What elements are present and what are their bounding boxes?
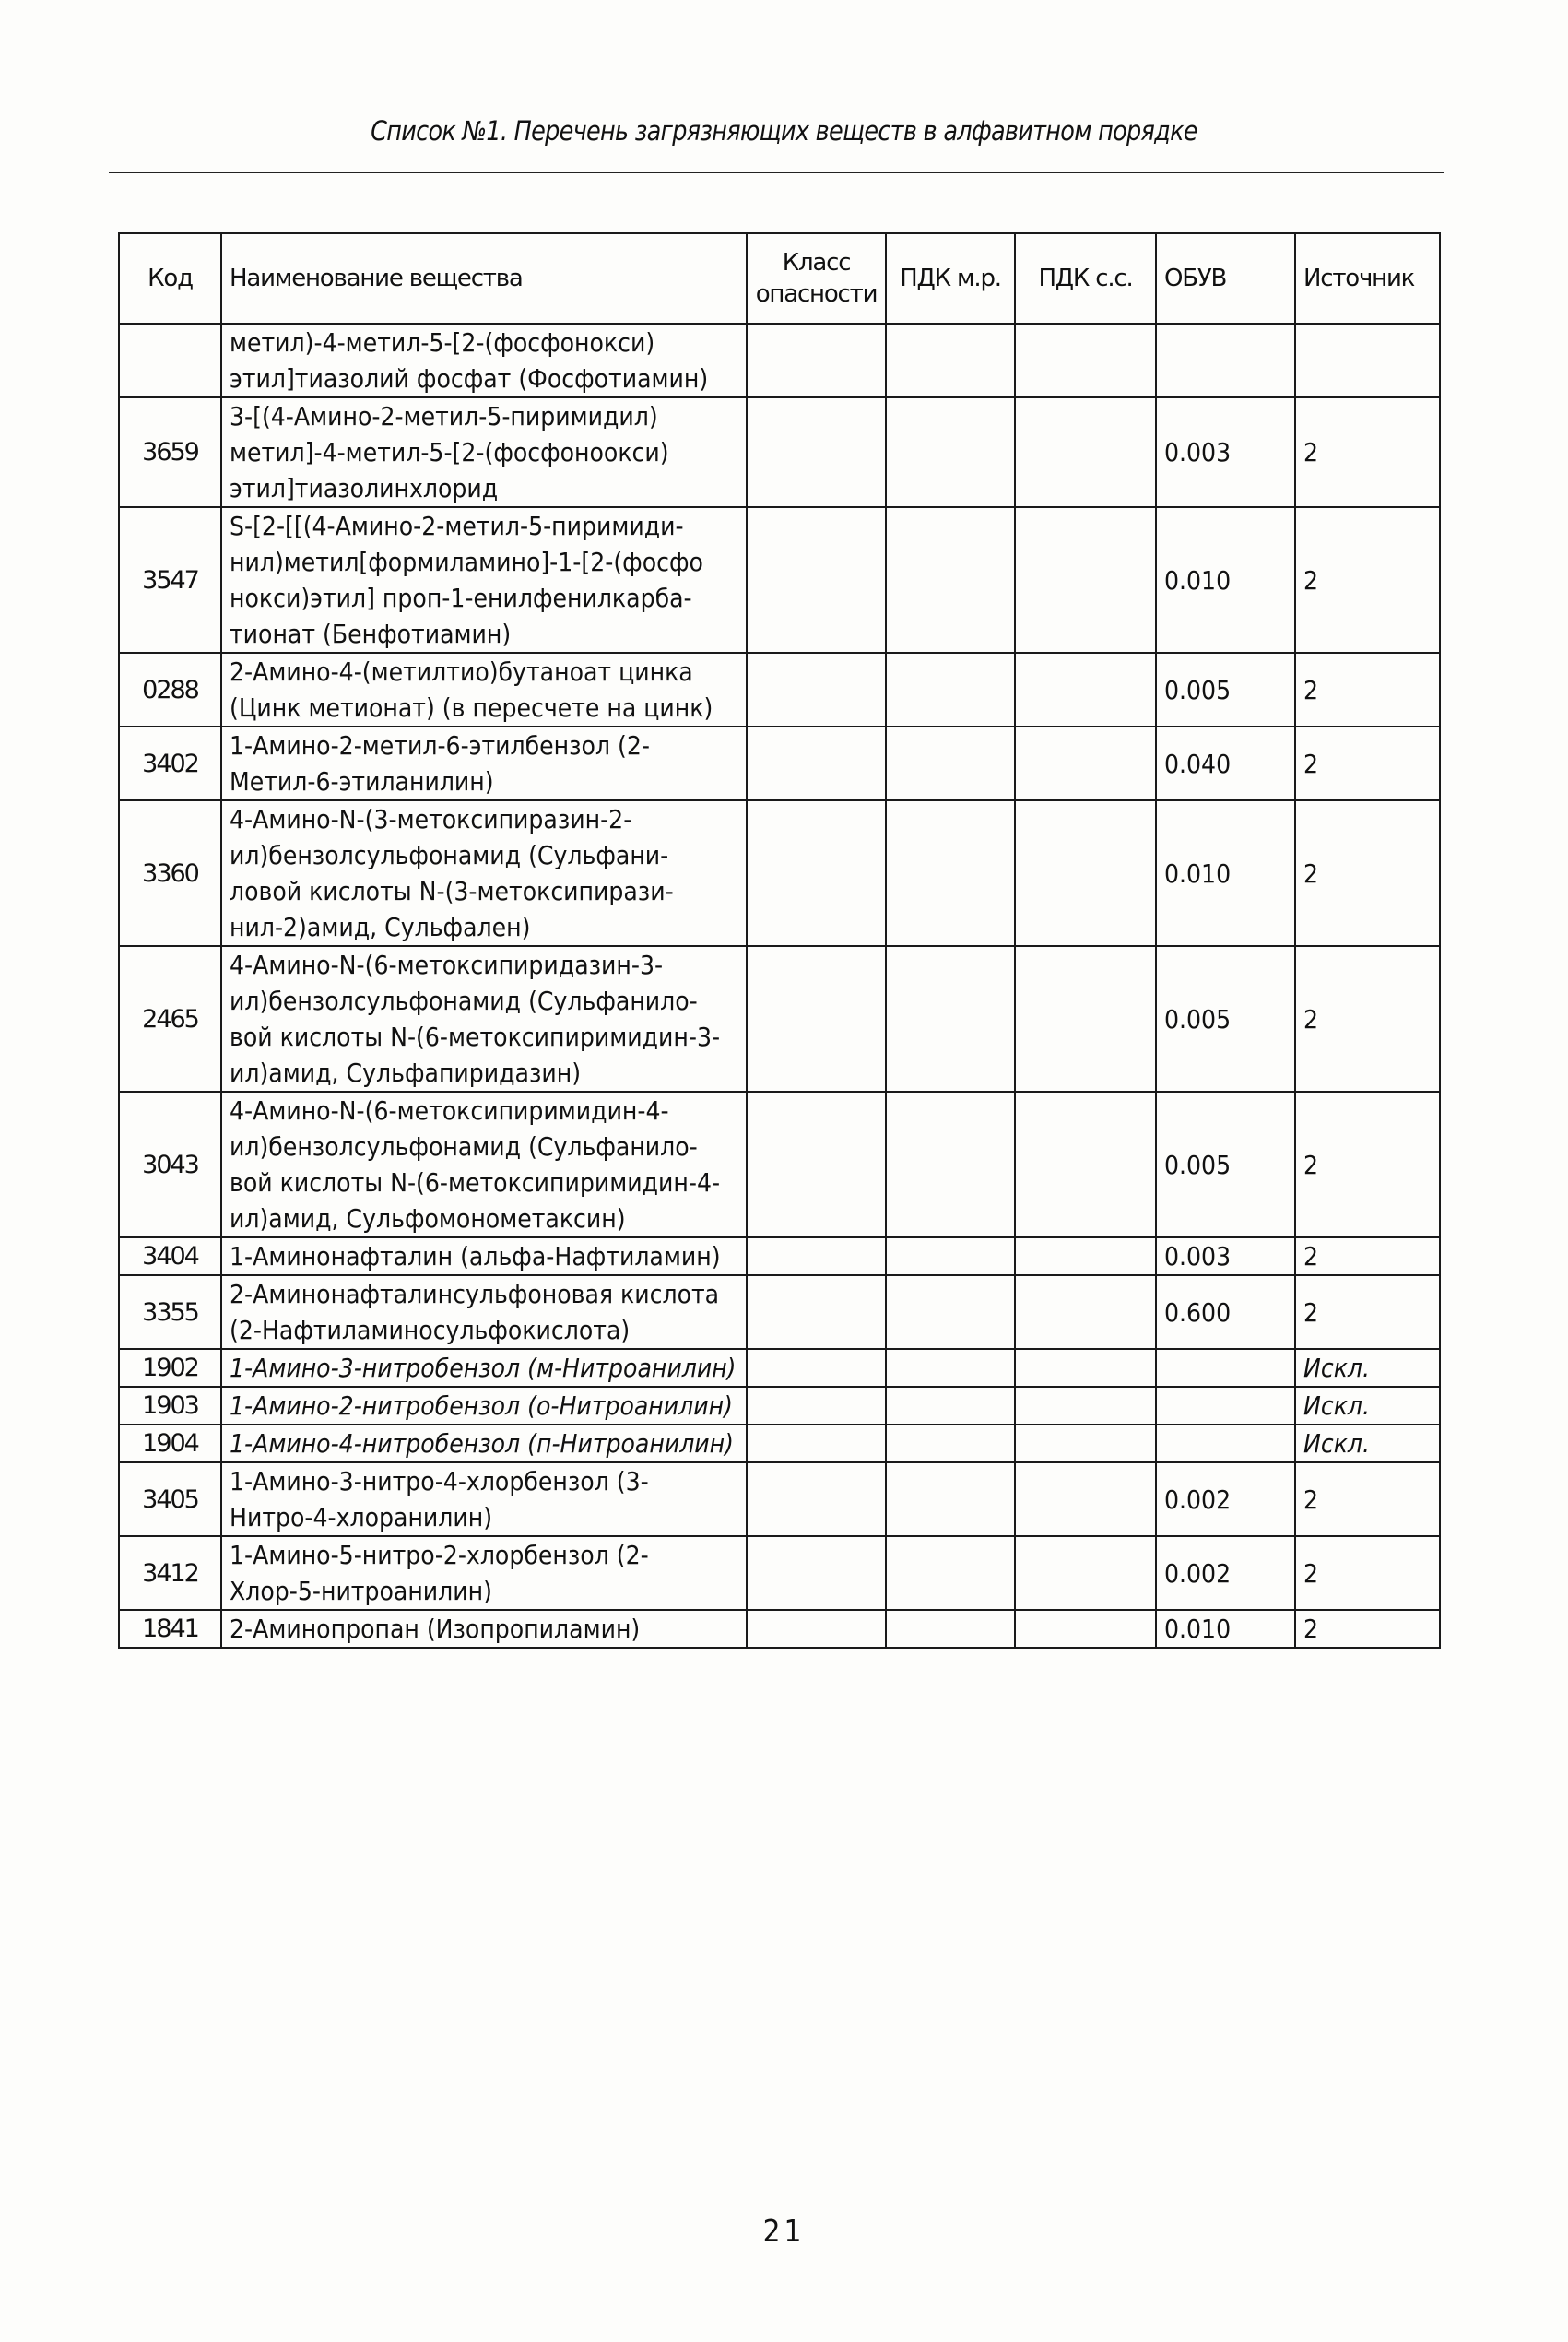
- cell-hazard-class: [747, 1387, 886, 1425]
- cell-source: 2: [1295, 946, 1440, 1092]
- cell-substance-name: 1-Аминонафталин (альфа-Нафтиламин): [221, 1237, 747, 1275]
- cell-obuv: 0.003: [1156, 1237, 1295, 1275]
- cell-pdk-mr: [886, 1462, 1015, 1536]
- cell-obuv: [1156, 324, 1295, 397]
- cell-obuv: 0.010: [1156, 800, 1295, 946]
- table-row: [119, 397, 1440, 507]
- cell-hazard-class: [747, 946, 886, 1092]
- cell-pdk-mr: [886, 507, 1015, 653]
- cell-substance-name: 2-Аминонафталинсульфоновая кислота (2-Нафтиламиносульфокислота): [221, 1275, 747, 1349]
- substances-table: [118, 232, 1441, 1649]
- cell-obuv: [1156, 1425, 1295, 1462]
- cell-pdk-ss: [1015, 1237, 1156, 1275]
- cell-hazard-class: [747, 1610, 886, 1648]
- cell-code: 3355: [119, 1275, 221, 1349]
- cell-code: 3547: [119, 507, 221, 653]
- cell-source: 2: [1295, 1536, 1440, 1610]
- cell-code: 3402: [119, 727, 221, 800]
- cell-pdk-mr: [886, 1536, 1015, 1610]
- cell-substance-name: 2-Амино-4-(метилтио)бутаноат цинка (Цинк метионат) (в пересчете на цинк): [221, 653, 747, 727]
- col-header-code: Код: [119, 233, 221, 324]
- col-header-hazard-class: [747, 233, 886, 324]
- cell-hazard-class: [747, 800, 886, 946]
- header-rule: [109, 172, 1444, 173]
- cell-pdk-mr: [886, 1237, 1015, 1275]
- cell-pdk-mr: [886, 1092, 1015, 1237]
- cell-obuv: 0.005: [1156, 946, 1295, 1092]
- cell-hazard-class: [747, 1536, 886, 1610]
- col-header-hazard-class-line2: опасности: [755, 280, 878, 308]
- cell-pdk-ss: [1015, 1275, 1156, 1349]
- cell-code: 3659: [119, 397, 221, 507]
- cell-source: 2: [1295, 727, 1440, 800]
- col-header-source: Источник: [1295, 233, 1440, 324]
- table-row: [119, 507, 1440, 653]
- cell-hazard-class: [747, 324, 886, 397]
- cell-source: 2: [1295, 800, 1440, 946]
- cell-pdk-mr: [886, 653, 1015, 727]
- cell-pdk-ss: [1015, 800, 1156, 946]
- cell-pdk-mr: [886, 1610, 1015, 1648]
- cell-source: 2: [1295, 397, 1440, 507]
- table-row: [119, 1610, 1440, 1648]
- table-row: [119, 1425, 1440, 1462]
- cell-pdk-mr: [886, 800, 1015, 946]
- cell-hazard-class: [747, 1092, 886, 1237]
- cell-hazard-class: [747, 653, 886, 727]
- cell-obuv: 0.040: [1156, 727, 1295, 800]
- table-row: [119, 1536, 1440, 1610]
- cell-substance-name: 1-Амино-4-нитробензол (п-Нитроанилин): [221, 1425, 747, 1462]
- cell-source: 2: [1295, 1092, 1440, 1237]
- cell-source: 2: [1295, 507, 1440, 653]
- col-header-name: Наименование вещества: [221, 233, 747, 324]
- cell-pdk-ss: [1015, 946, 1156, 1092]
- table-row: [119, 1237, 1440, 1275]
- cell-code: 1904: [119, 1425, 221, 1462]
- cell-substance-name: метил)-4-метил-5-[2-(фосфонокси) этил]тиазолий фосфат (Фосфотиамин): [221, 324, 747, 397]
- table-row: [119, 727, 1440, 800]
- cell-pdk-ss: [1015, 1349, 1156, 1387]
- cell-substance-name: 4-Амино-N-(6-метоксипиримидин-4-ил)бензолсульфонамид (Сульфанило-вой кислоты N-(6-метоксипиримидин-4-ил)амид, Сульфомонометаксин): [221, 1092, 747, 1237]
- cell-pdk-mr: [886, 1275, 1015, 1349]
- cell-substance-name: 1-Амино-3-нитробензол (м-Нитроанилин): [221, 1349, 747, 1387]
- cell-substance-name: 4-Амино-N-(6-метоксипиридазин-3-ил)бензолсульфонамид (Сульфанило-вой кислоты N-(6-метоксипиримидин-3-ил)амид, Сульфапиридазин): [221, 946, 747, 1092]
- table-row: [119, 324, 1440, 397]
- cell-code: 3404: [119, 1237, 221, 1275]
- table-row: [119, 1275, 1440, 1349]
- page-number: 21: [762, 2213, 806, 2249]
- cell-obuv: 0.600: [1156, 1275, 1295, 1349]
- col-header-pdk-mr: ПДК м.р.: [886, 233, 1015, 324]
- cell-code: 1903: [119, 1387, 221, 1425]
- cell-code: 2465: [119, 946, 221, 1092]
- cell-pdk-ss: [1015, 507, 1156, 653]
- cell-substance-name: 1-Амино-5-нитро-2-хлорбензол (2-Хлор-5-нитроанилин): [221, 1536, 747, 1610]
- col-header-pdk-ss: ПДК с.с.: [1015, 233, 1156, 324]
- cell-source: 2: [1295, 1275, 1440, 1349]
- cell-pdk-mr: [886, 397, 1015, 507]
- cell-pdk-mr: [886, 946, 1015, 1092]
- cell-obuv: 0.002: [1156, 1462, 1295, 1536]
- cell-source: 2: [1295, 1462, 1440, 1536]
- cell-source: 2: [1295, 1237, 1440, 1275]
- cell-hazard-class: [747, 1275, 886, 1349]
- table-row: [119, 1462, 1440, 1536]
- cell-hazard-class: [747, 397, 886, 507]
- cell-substance-name: S-[2-[[(4-Амино-2-метил-5-пиримиди-нил)метил[формиламино]-1-[2-(фосфо нокси)этил] проп-1-енилфенилкарба-тионат (Бенфотиамин): [221, 507, 747, 653]
- cell-pdk-ss: [1015, 1425, 1156, 1462]
- cell-source: Искл.: [1295, 1349, 1440, 1387]
- cell-code: 0288: [119, 653, 221, 727]
- table-row: [119, 1349, 1440, 1387]
- col-header-obuv: ОБУВ: [1156, 233, 1295, 324]
- col-header-hazard-class-line1: Класс: [782, 249, 851, 277]
- cell-pdk-ss: [1015, 727, 1156, 800]
- cell-pdk-ss: [1015, 1536, 1156, 1610]
- cell-substance-name: 4-Амино-N-(3-метоксипиразин-2-ил)бензолсульфонамид (Сульфани-ловой кислоты N-(3-метоксипирази-нил-2)амид, Сульфален): [221, 800, 747, 946]
- table-row: [119, 653, 1440, 727]
- cell-pdk-ss: [1015, 1092, 1156, 1237]
- cell-obuv: [1156, 1387, 1295, 1425]
- cell-obuv: 0.010: [1156, 1610, 1295, 1648]
- cell-substance-name: 1-Амино-2-нитробензол (о-Нитроанилин): [221, 1387, 747, 1425]
- table-row: [119, 1092, 1440, 1237]
- cell-source: [1295, 324, 1440, 397]
- cell-substance-name: 3-[(4-Амино-2-метил-5-пиримидил) метил]-4-метил-5-[2-(фосфоноокси) этил]тиазолинхлорид: [221, 397, 747, 507]
- cell-hazard-class: [747, 507, 886, 653]
- cell-obuv: 0.005: [1156, 1092, 1295, 1237]
- cell-hazard-class: [747, 1349, 886, 1387]
- table-row: [119, 1387, 1440, 1425]
- cell-hazard-class: [747, 1425, 886, 1462]
- cell-hazard-class: [747, 727, 886, 800]
- cell-source: Искл.: [1295, 1425, 1440, 1462]
- table-body: [119, 324, 1440, 1648]
- cell-source: 2: [1295, 653, 1440, 727]
- table-row: [119, 800, 1440, 946]
- cell-code: 3405: [119, 1462, 221, 1536]
- cell-pdk-mr: [886, 324, 1015, 397]
- running-header: Список №1. Перечень загрязняющих веществ в алфавитном порядке: [371, 115, 1197, 147]
- cell-pdk-mr: [886, 1349, 1015, 1387]
- cell-hazard-class: [747, 1237, 886, 1275]
- cell-pdk-ss: [1015, 397, 1156, 507]
- table-row: [119, 946, 1440, 1092]
- cell-code: 3043: [119, 1092, 221, 1237]
- cell-pdk-ss: [1015, 324, 1156, 397]
- cell-code: 1841: [119, 1610, 221, 1648]
- cell-substance-name: 1-Амино-2-метил-6-этилбензол (2-Метил-6-этиланилин): [221, 727, 747, 800]
- cell-obuv: 0.003: [1156, 397, 1295, 507]
- cell-hazard-class: [747, 1462, 886, 1536]
- cell-code: 3360: [119, 800, 221, 946]
- cell-pdk-ss: [1015, 1462, 1156, 1536]
- cell-source: 2: [1295, 1610, 1440, 1648]
- cell-obuv: 0.005: [1156, 653, 1295, 727]
- cell-pdk-ss: [1015, 653, 1156, 727]
- cell-pdk-mr: [886, 727, 1015, 800]
- cell-pdk-mr: [886, 1387, 1015, 1425]
- cell-source: Искл.: [1295, 1387, 1440, 1425]
- cell-obuv: 0.010: [1156, 507, 1295, 653]
- cell-pdk-mr: [886, 1425, 1015, 1462]
- cell-code: 3412: [119, 1536, 221, 1610]
- cell-substance-name: 1-Амино-3-нитро-4-хлорбензол (3-Нитро-4-хлоранилин): [221, 1462, 747, 1536]
- cell-code: 1902: [119, 1349, 221, 1387]
- cell-pdk-ss: [1015, 1610, 1156, 1648]
- cell-substance-name: 2-Аминопропан (Изопропиламин): [221, 1610, 747, 1648]
- cell-pdk-ss: [1015, 1387, 1156, 1425]
- table-header-row: [119, 233, 1440, 324]
- cell-obuv: 0.002: [1156, 1536, 1295, 1610]
- cell-code: [119, 324, 221, 397]
- cell-obuv: [1156, 1349, 1295, 1387]
